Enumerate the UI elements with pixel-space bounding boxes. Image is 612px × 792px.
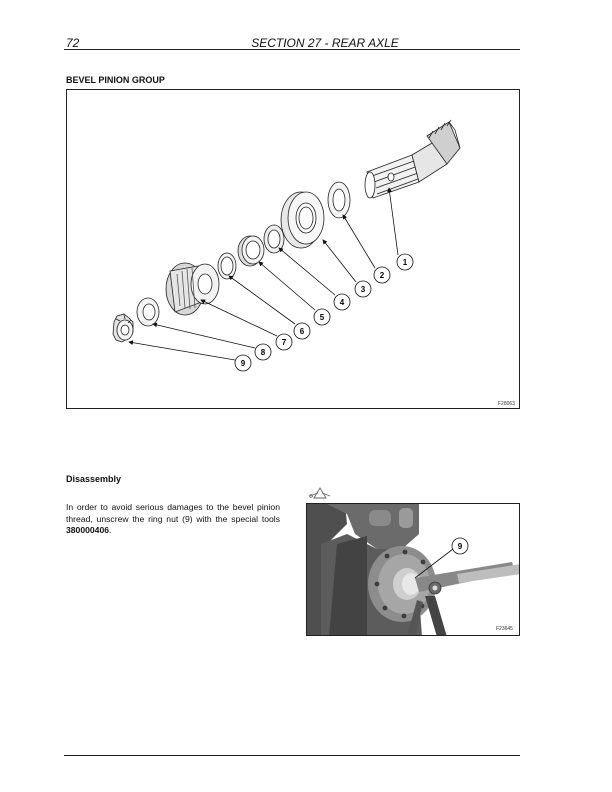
exploded-view-drawing: [67, 90, 521, 410]
page-number: 72: [66, 36, 80, 50]
callout-9: [235, 355, 251, 371]
section-title: SECTION 27 - REAR AXLE: [251, 36, 399, 50]
header-rule: [64, 49, 520, 50]
thin-ring-part6: [218, 253, 236, 279]
washer-part8: [137, 298, 159, 326]
callout-4: [334, 294, 350, 310]
photo-callout-9: [452, 538, 468, 554]
exploded-view-figure: [66, 89, 520, 409]
callout-8: [255, 344, 271, 360]
svg-text:9: 9: [240, 359, 246, 368]
svg-text:7: 7: [281, 338, 287, 347]
svg-text:2: 2: [379, 271, 385, 280]
bearing-cup-part5: [238, 236, 264, 266]
ring-nut-removal-photo: [306, 503, 520, 636]
figure-heading: BEVEL PINION GROUP: [66, 75, 165, 85]
footer-rule: [64, 755, 520, 756]
shim-washer-part2: [328, 182, 350, 218]
paragraph-end: .: [109, 525, 112, 535]
svg-text:5: 5: [319, 313, 325, 322]
svg-text:8: 8: [260, 348, 266, 357]
svg-text:1: 1: [402, 258, 408, 267]
bevel-pinion-shaft: [365, 120, 460, 198]
svg-text:3: 3: [360, 285, 366, 294]
figure2-code: F23645: [496, 626, 513, 632]
callout-3: [355, 281, 371, 297]
ring-nut-part9: [113, 314, 133, 342]
paragraph-text: In order to avoid serious damages to the bevel pinion thread, unscrew the ring nut (9) with the special tools: [66, 502, 280, 524]
callout-1: [397, 254, 413, 270]
svg-text:6: 6: [299, 327, 305, 336]
photo-drawing: [307, 504, 520, 636]
disassembly-paragraph: [66, 502, 280, 537]
figure1-code: F28063: [498, 401, 515, 407]
callout-6: [294, 323, 310, 339]
disassembly-heading: Disassembly: [66, 474, 122, 484]
callout-2: [374, 267, 390, 283]
tapered-roller-bearing-part7: [166, 263, 219, 315]
ring-part4: [264, 225, 284, 253]
svg-text:4: 4: [339, 298, 345, 307]
tool-number: 380000406: [66, 525, 110, 535]
callout-5: [314, 309, 330, 325]
bearing-part3: [281, 192, 324, 248]
svg-text:9: 9: [457, 542, 463, 551]
callout-7: [276, 334, 292, 350]
